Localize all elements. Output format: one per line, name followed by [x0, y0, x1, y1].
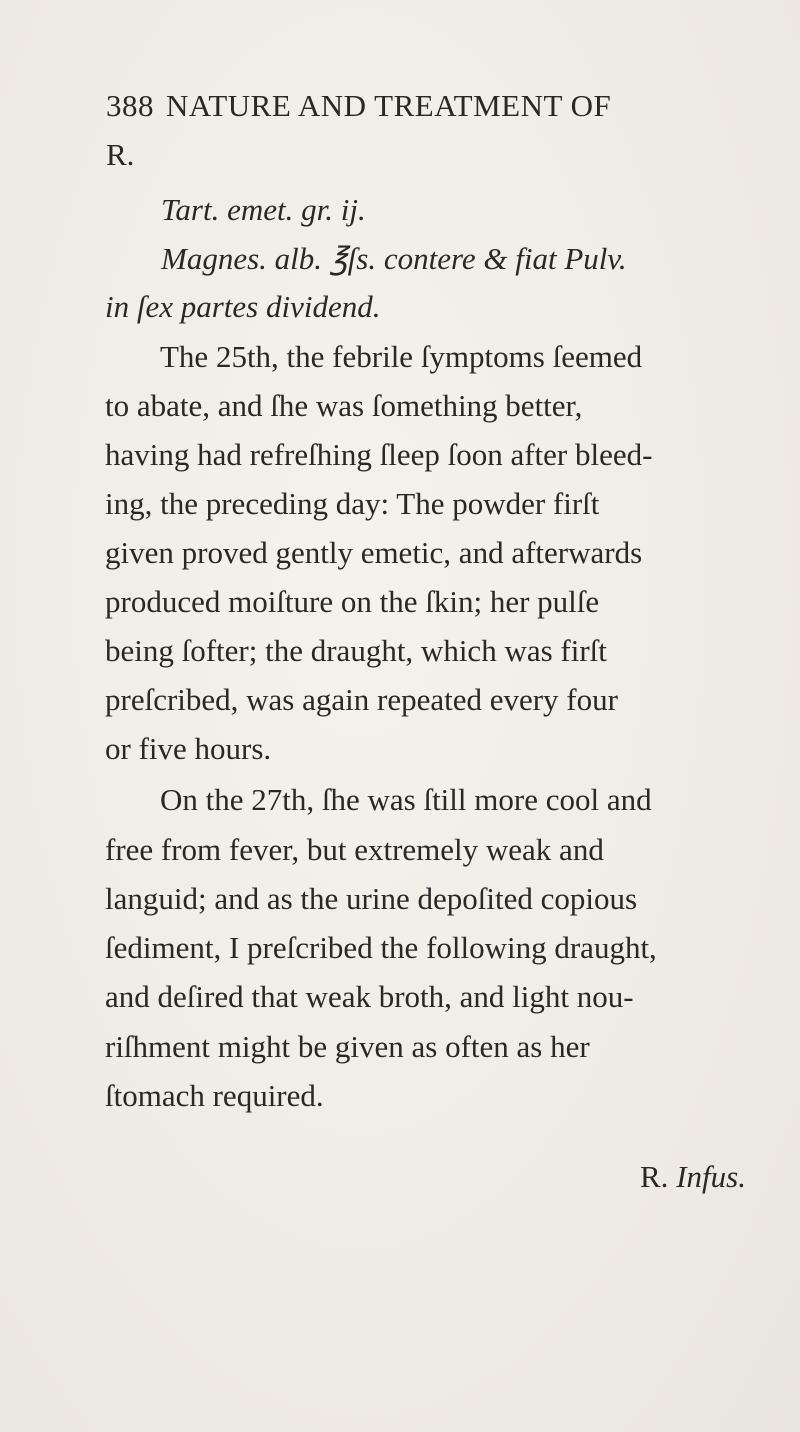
paragraph-line: and deſired that weak broth, and light nou- — [105, 979, 634, 1014]
paragraph-line: ing, the preceding day: The powder firſt — [105, 486, 600, 521]
paragraph-line: ſediment, I preſcribed the following draught, — [105, 930, 657, 965]
paragraph-line: to abate, and ſhe was ſomething better, — [105, 388, 583, 423]
paragraph-line: given proved gently emetic, and afterwards — [105, 535, 643, 570]
paragraph-line: The 25th, the febrile ſymptoms ſeemed — [160, 339, 643, 374]
paragraph-line: On the 27th, ſhe was ſtill more cool and — [160, 782, 652, 817]
paragraph-line: free from fever, but extremely weak and — [105, 832, 604, 867]
paragraph-line: having had refreſhing ſleep ſoon after bleed- — [105, 437, 653, 472]
paragraph-line: ſtomach required. — [105, 1078, 324, 1113]
footer-rx-label: R. — [640, 1159, 669, 1194]
paragraph-line: or five hours. — [105, 731, 272, 766]
paragraph-line: produced moiſture on the ſkin; her pulſe — [105, 584, 600, 619]
page-number: 388 — [106, 88, 154, 123]
paragraph-line: riſhment might be given as often as her — [105, 1029, 590, 1064]
footer-infus: Infus. — [676, 1159, 746, 1194]
prescription-line: in ſex partes dividend. — [105, 289, 381, 324]
paragraph-line: preſcribed, was again repeated every four — [105, 682, 618, 717]
page-header — [106, 88, 611, 124]
prescription-rx: R. — [106, 137, 135, 172]
running-title: NATURE AND TREATMENT OF — [166, 88, 612, 123]
paragraph-line: being ſofter; the draught, which was firſt — [105, 633, 607, 668]
prescription-line: Tart. emet. gr. ij. — [161, 192, 366, 227]
paragraph-line: languid; and as the urine depoſited copious — [105, 881, 638, 916]
footer-rx — [640, 1161, 746, 1192]
prescription-line: Magnes. alb. ℥ſs. contere & fiat Pulv. — [161, 241, 627, 276]
